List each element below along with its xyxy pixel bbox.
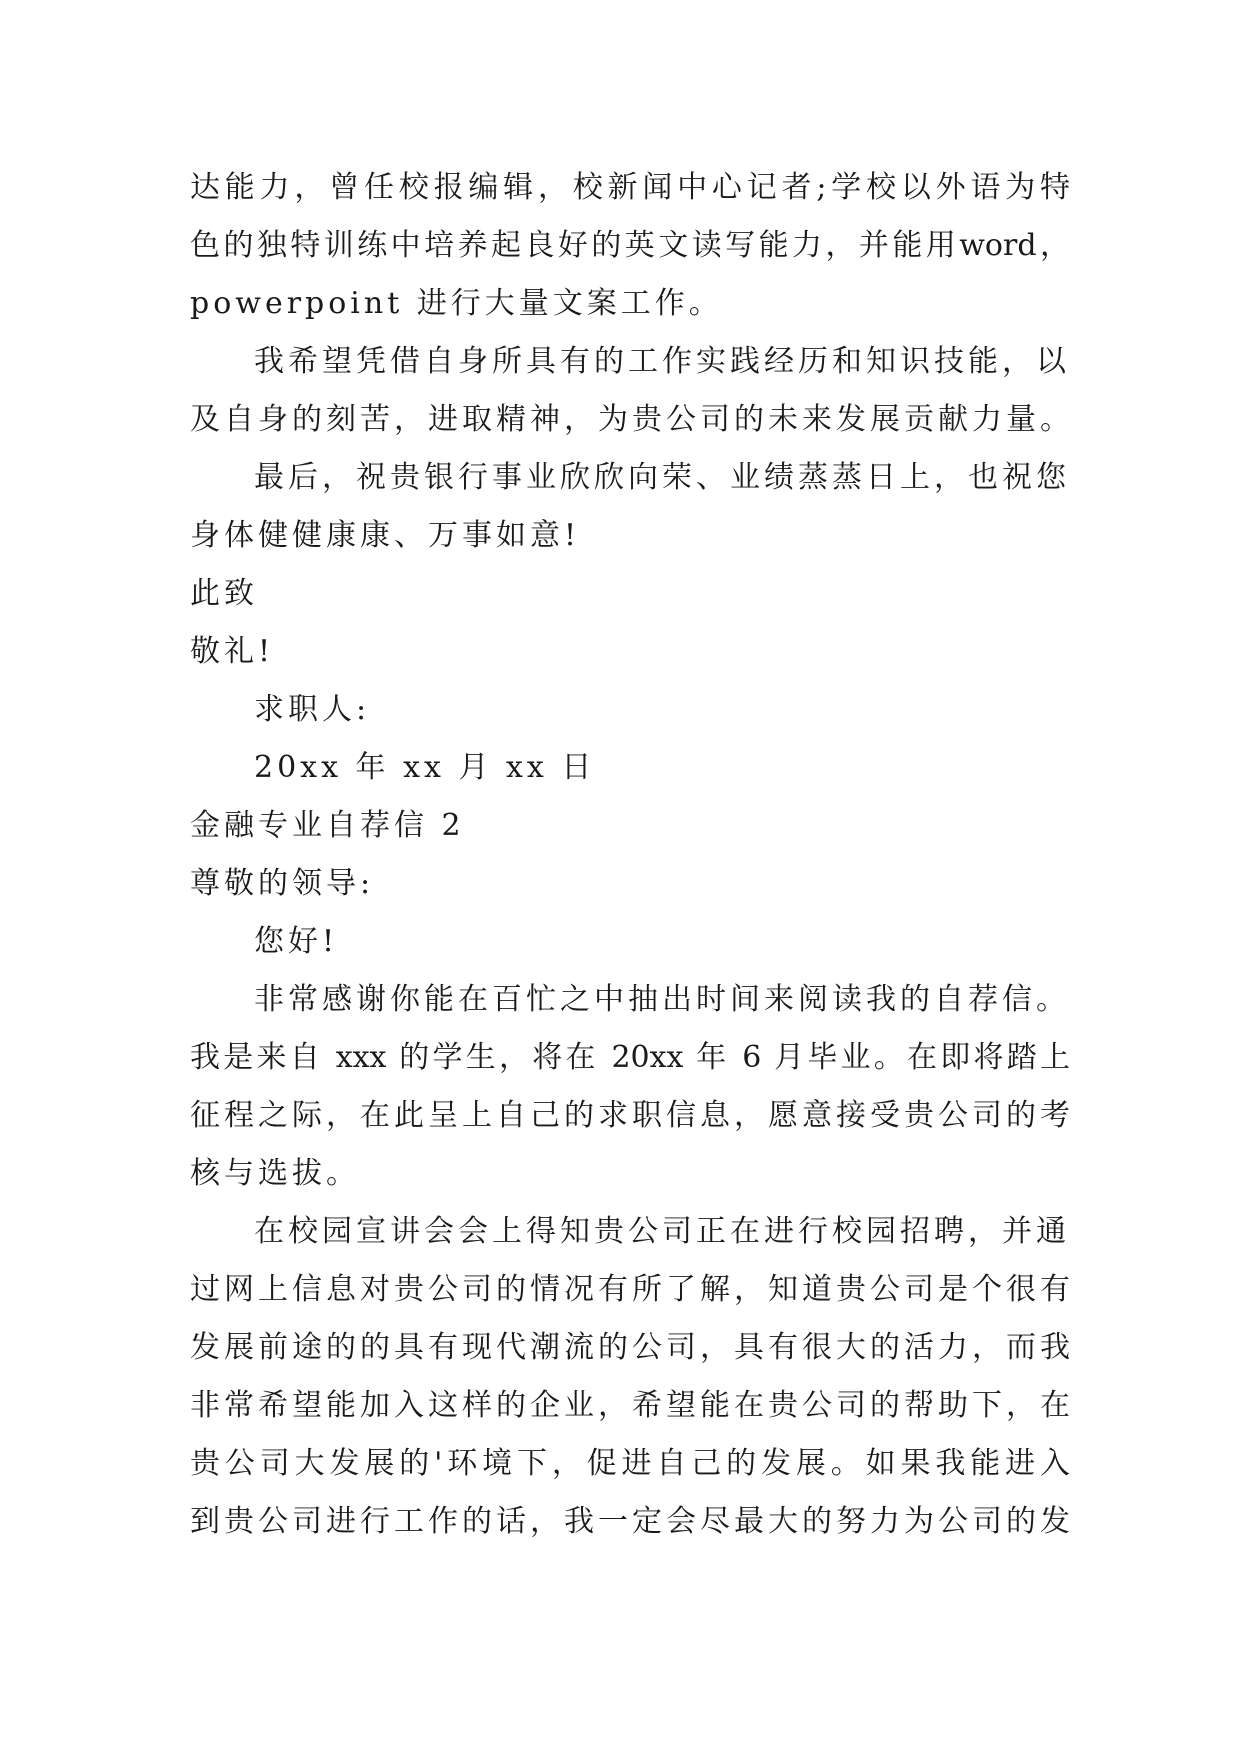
date-line: 20xx 年 xx 月 xx 日 [254, 750, 596, 785]
greeting-recipient: 尊敬的领导: [190, 866, 375, 901]
text-line: 在校园宣讲会会上得知贵公司正在进行校园招聘，并通 [254, 1214, 1070, 1249]
text-line: 非常希望能加入这样的企业，希望能在贵公司的帮助下，在 [190, 1388, 1070, 1423]
text-line: 我是来自 xxx 的学生，将在 20xx 年 6 月毕业。在即将踏上 [190, 1040, 1070, 1075]
text-line: 非常感谢你能在百忙之中抽出时间来阅读我的自荐信。 [254, 982, 1070, 1017]
text-line: 征程之际，在此呈上自己的求职信息，愿意接受贵公司的考 [190, 1098, 1070, 1133]
text-line: 发展前途的的具有现代潮流的公司，具有很大的活力，而我 [190, 1330, 1070, 1365]
text-line: 到贵公司进行工作的话，我一定会尽最大的努力为公司的发 [190, 1504, 1070, 1539]
text-line: 过网上信息对贵公司的情况有所了解，知道贵公司是个很有 [190, 1272, 1070, 1307]
greeting: 您好! [254, 924, 339, 959]
text-line: 达能力，曾任校报编辑，校新闻中心记者;学校以外语为特 [190, 170, 1070, 205]
text-line: powerpoint 进行大量文案工作。 [190, 286, 723, 321]
text-line: 我希望凭借自身所具有的工作实践经历和知识技能，以 [254, 344, 1070, 379]
section-title: 金融专业自荐信 2 [190, 808, 465, 843]
text-line: 核与选拔。 [190, 1156, 360, 1191]
text-line: 最后，祝贵银行事业欣欣向荣、业绩蒸蒸日上，也祝您 [254, 460, 1070, 495]
closing-regards: 敬礼! [190, 634, 275, 669]
text-line: 及自身的刻苦，进取精神，为贵公司的未来发展贡献力量。 [190, 402, 1070, 437]
text-line: 贵公司大发展的'环境下，促进自己的发展。如果我能进入 [190, 1446, 1070, 1481]
signature-label: 求职人: [254, 692, 371, 727]
closing-salutation: 此致 [190, 576, 258, 611]
text-line: 色的独特训练中培养起良好的英文读写能力，并能用word， [190, 228, 1070, 263]
text-line: 身体健健康康、万事如意! [190, 518, 581, 553]
